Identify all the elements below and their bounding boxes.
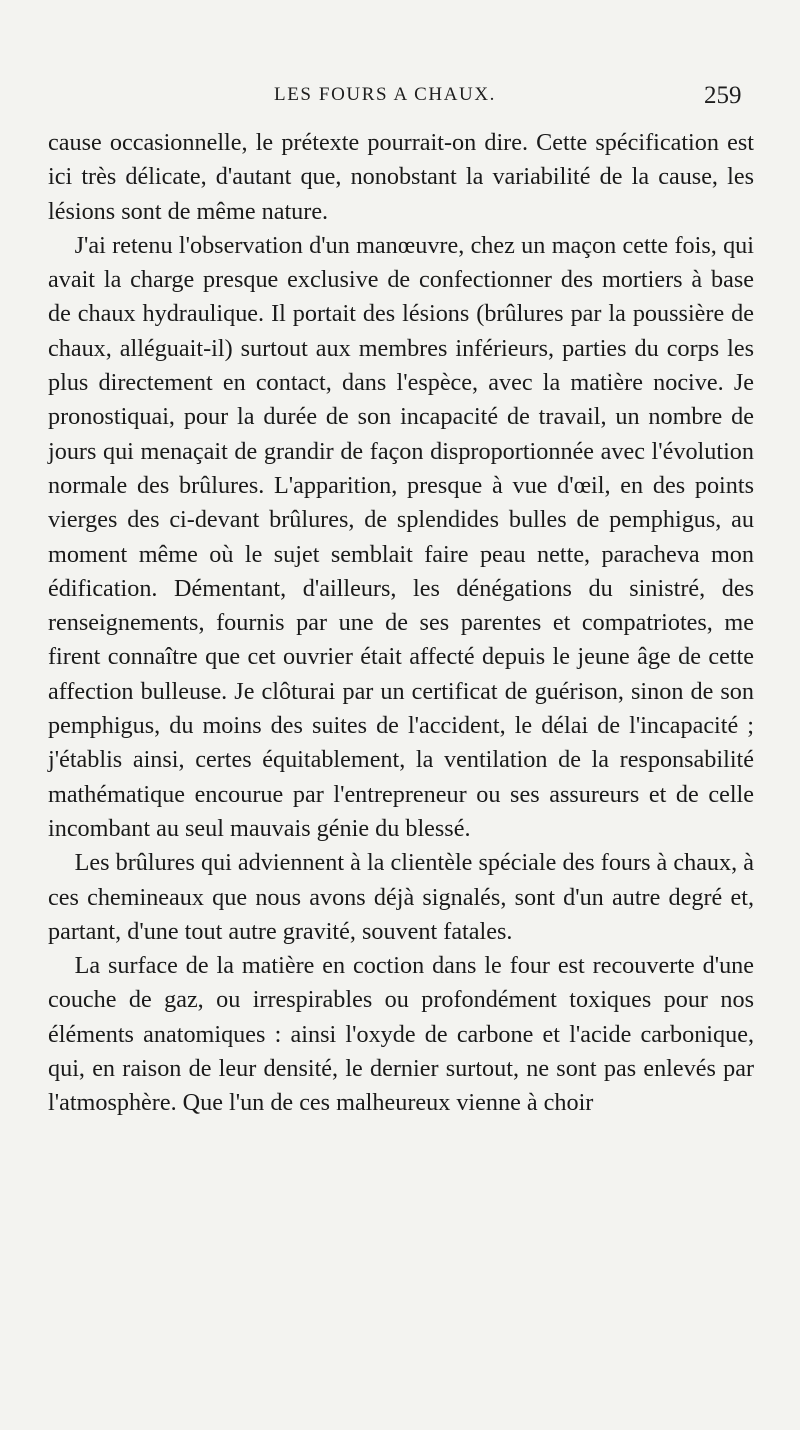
- page-body: [48, 126, 754, 1121]
- page-header: [0, 80, 800, 120]
- page-number: 259: [704, 82, 742, 109]
- running-head: LES FOURS A CHAUX.: [274, 84, 497, 105]
- paragraph-4: La surface de la matière en coction dans le four est recouverte d'une couche de gaz, ou irrespirables ou profondément toxiques pour nos éléments anatomiques : ainsi l'oxyde de carbone et l'acide carbonique, qui, en raison de leur densité, le dernier surtout, ne sont pas enlevés par l'atmosphère. Que l'un de ces malheureux vienne à choir: [48, 952, 754, 1117]
- paragraph-1: cause occasionnelle, le prétexte pourrait-on dire. Cette spécification est ici très délicate, d'autant que, nonobstant la variabilité de la cause, les lésions sont de même nature.: [48, 129, 754, 225]
- paragraph-3: Les brûlures qui adviennent à la clientèle spéciale des fours à chaux, à ces chemineaux que nous avons déjà signalés, sont d'un autre degré et, partant, d'une tout autre gravité, souvent fatales.: [48, 849, 754, 945]
- paragraph-2: J'ai retenu l'observation d'un manœuvre, chez un maçon cette fois, qui avait la charge presque exclusive de confectionner des mortiers à base de chaux hydraulique. Il portait des lésions (brûlures par la poussière de chaux, alléguait-il) surtout aux membres inférieurs, parties du corps les plus directement en contact, dans l'espèce, avec la matière nocive. Je pronostiquai, pour la durée de son incapacité de travail, un nombre de jours qui menaçait de grandir de façon disproportionnée avec l'évolution normale des brûlures. L'apparition, presque à vue d'œil, en des points vierges des ci-devant brûlures, de splendides bulles de pemphigus, au moment même où le sujet semblait faire peau nette, paracheva mon édification. Démentant, d'ailleurs, les dénégations du sinistré, des renseignements, fournis par une de ses parentes et compatriotes, me firent connaître que cet ouvrier était affecté depuis le jeune âge de cette affection bulleuse. Je clôturai par un certificat de guérison, sinon de son pemphigus, du moins des suites de l'accident, le délai de l'incapacité ; j'établis ainsi, certes équitablement, la ventilation de la responsabilité mathématique encourue par l'entrepreneur ou ses assureurs et de celle incombant au seul mauvais génie du blessé.: [48, 231, 754, 842]
